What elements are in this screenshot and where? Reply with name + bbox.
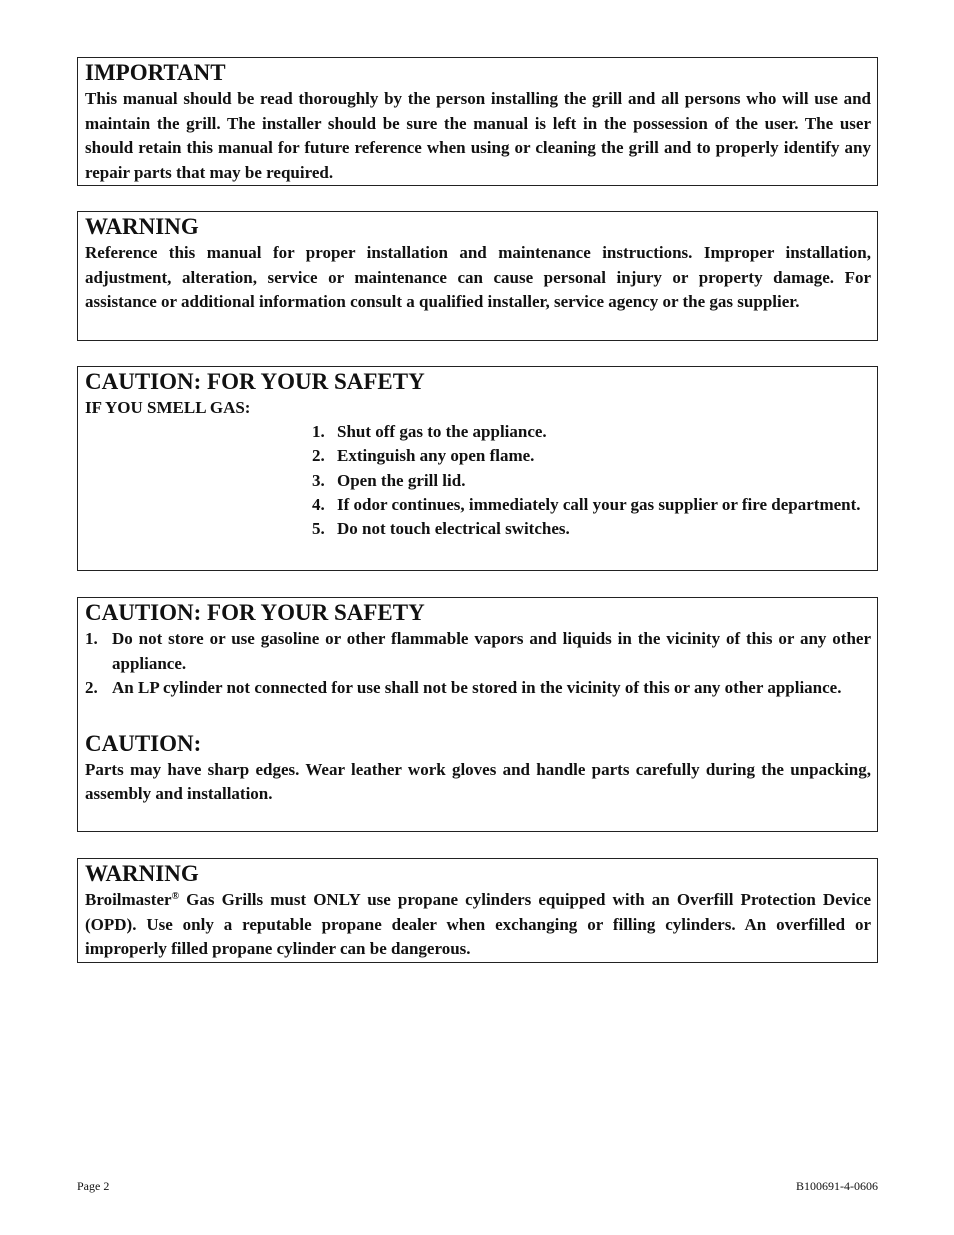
important-heading: IMPORTANT bbox=[85, 60, 226, 85]
caution-box-gas bbox=[77, 366, 878, 571]
list-item: 1. Do not store or use gasoline or other flammable vapors and liquids in the vicinity of this or any other appliance. bbox=[85, 629, 871, 673]
list-item: 3. Open the grill lid. bbox=[312, 470, 466, 490]
warning-text-2-body: Gas Grills must ONLY use propane cylinders equipped with an Overfill Protection Device (OPD). Use only a reputable propane dealer when exchanging or filling cylinders. An overfilled or improperly filled propane cylinder can be dangerous. bbox=[85, 890, 871, 958]
list-item: 5. Do not touch electrical switches. bbox=[312, 519, 570, 539]
caution-box-safety bbox=[77, 597, 878, 832]
list-item: 2. An LP cylinder not connected for use shall not be stored in the vicinity of this or any other appliance. bbox=[85, 678, 842, 697]
warning-heading-2: WARNING bbox=[85, 861, 199, 886]
list-item: 4. If odor continues, immediately call your gas supplier or fire department. bbox=[312, 494, 861, 514]
safety-list bbox=[85, 627, 871, 701]
smell-gas-subheading: IF YOU SMELL GAS: bbox=[85, 398, 251, 417]
page-number: Page 2 bbox=[77, 1179, 110, 1193]
warning-text-2 bbox=[85, 888, 871, 962]
warning-text-1: Reference this manual for proper installation and maintenance instructions. Improper installation, adjustment, alteration, service or maintenance can cause personal injury or property damage. For assistance or additional information consult a qualified installer, service agency or the gas supplier. bbox=[85, 243, 871, 311]
registered-mark: ® bbox=[171, 891, 180, 902]
important-box bbox=[77, 57, 878, 186]
caution-text-edges: Parts may have sharp edges. Wear leather work gloves and handle parts carefully during the unpacking, assembly and installation. bbox=[85, 759, 871, 803]
document-code: B100691-4-0606 bbox=[796, 1179, 878, 1193]
gas-steps-list bbox=[312, 420, 871, 541]
caution-heading-safety: CAUTION: FOR YOUR SAFETY bbox=[85, 600, 425, 625]
warning-box-1 bbox=[77, 211, 878, 341]
important-text: This manual should be read thoroughly by the person installing the grill and all persons who will use and maintain the grill. The installer should be sure the manual is left in the possession of the user. The user should retain this manual for future reference when using or cleaning the grill and to properly identify any repair parts that may be required. bbox=[85, 89, 871, 182]
caution-heading-edges: CAUTION: bbox=[85, 730, 202, 756]
warning-box-2 bbox=[77, 858, 878, 963]
caution-heading-gas: CAUTION: FOR YOUR SAFETY bbox=[85, 369, 425, 394]
list-item: 2. Extinguish any open flame. bbox=[312, 446, 535, 466]
list-item: 1. Shut off gas to the appliance. bbox=[312, 422, 547, 441]
brand-name: Broilmaster bbox=[85, 890, 172, 909]
warning-heading-1: WARNING bbox=[85, 214, 199, 239]
